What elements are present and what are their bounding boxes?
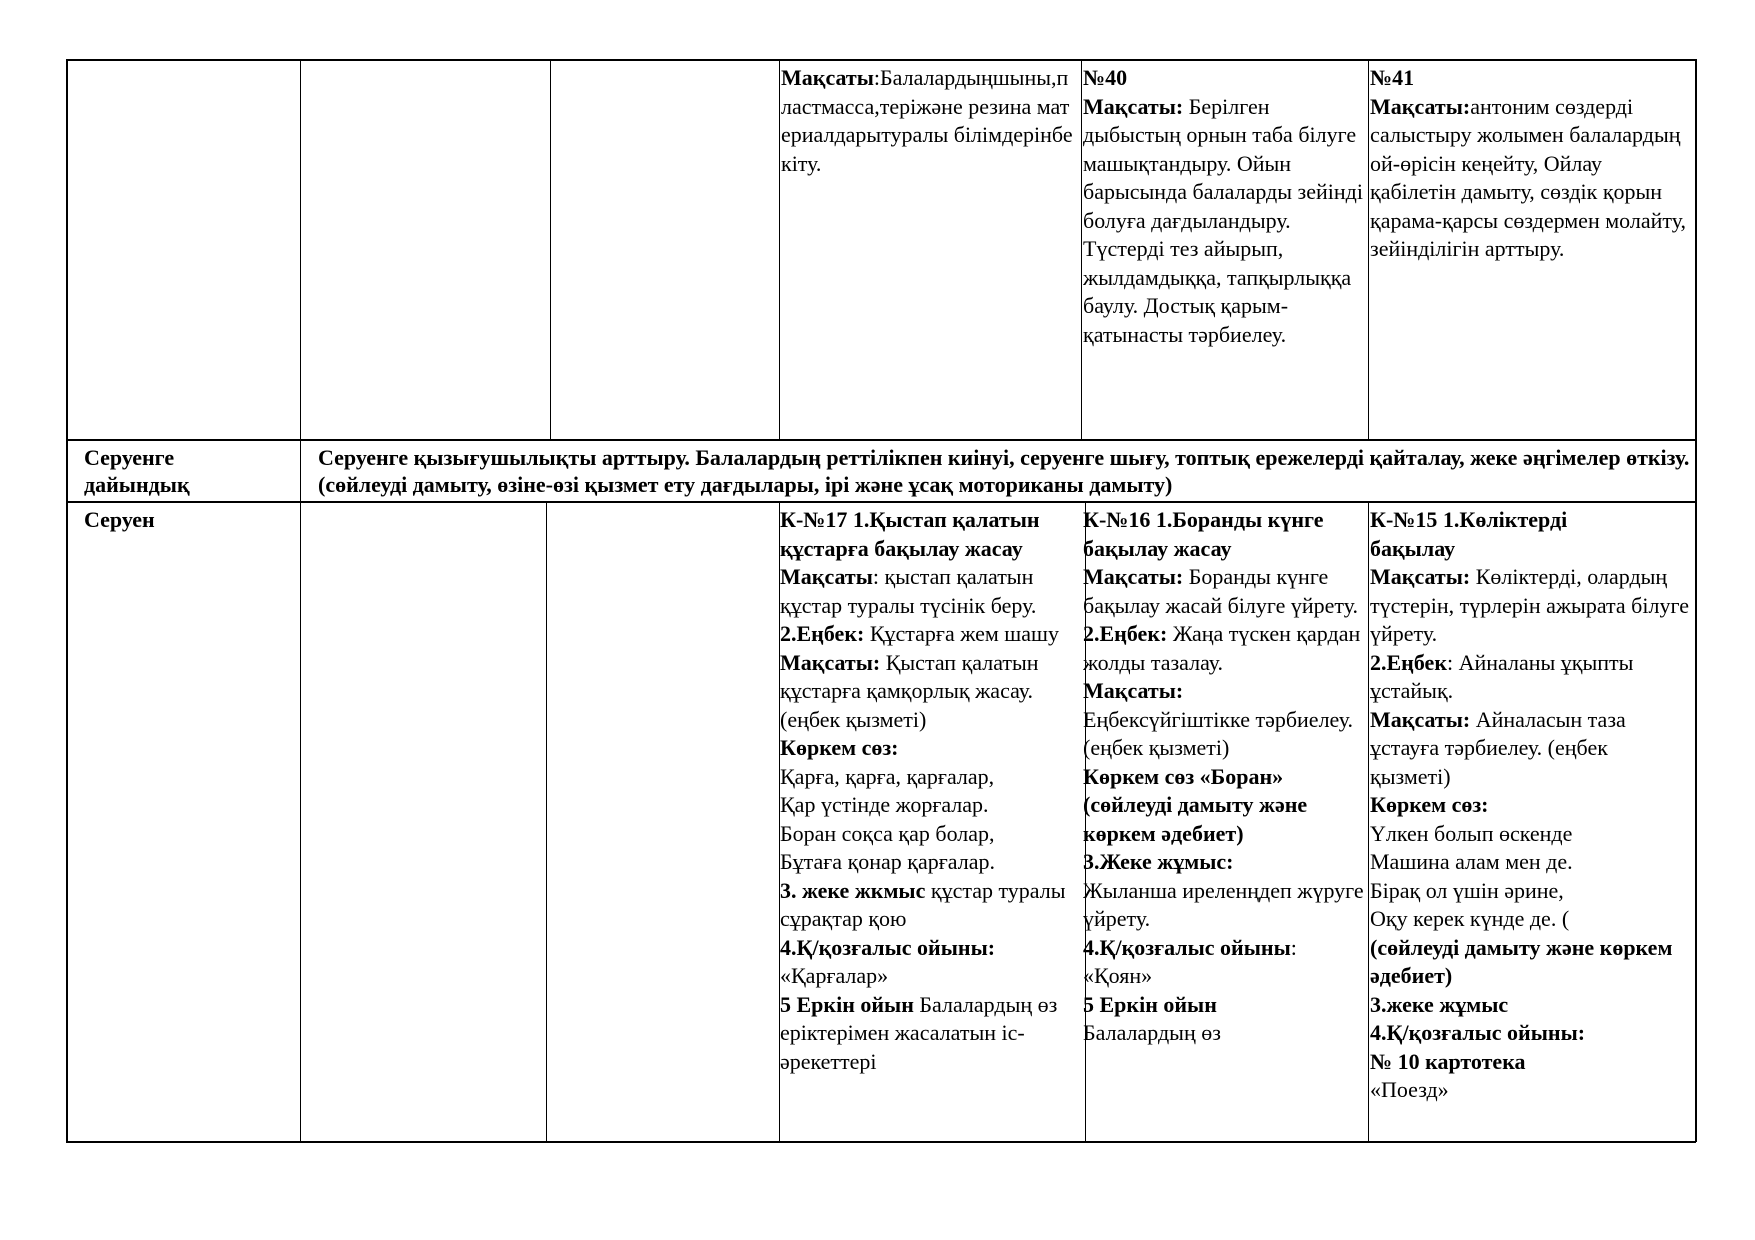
walk-17-work-text: Құстарға жем шашу <box>864 621 1059 646</box>
walk-17-game-label: 4.Қ/қозғалыс ойыны: <box>780 934 996 960</box>
col-divider-2b <box>546 502 547 1142</box>
row1-col5-goal-text: Берілген дыбыстың орнын таба білуге машықтандыру. Ойын барысында балаларды зейінді болуға дағдыландыру. Түстерді тез айырып, жылдамдыққа, тапқырлыққа баулу. Достық қарым-қатынасты тәрбиелеу. <box>1083 93 1363 347</box>
row1-col6-number: №41 <box>1370 65 1415 90</box>
walk-17-poem-line: Боран соқса қар болар, <box>780 820 995 846</box>
row2-text: Серуенге қызығушылықты арттыру. Балалардың реттілікпен киінуі, серуенге шығу, топтық ережелерді қайталау, жеке әңгімелер өткізу. (сөйлеуді дамыту, өзіне-өзі қызмет ету дағдылары, ірі және ұсақ моториканы дамыту) <box>318 445 1690 497</box>
col-divider-3a <box>779 59 780 440</box>
row2-label: Серуенге дайындық <box>84 445 190 497</box>
walk-17-individual-label: 3. жеке жкмыс <box>780 877 926 903</box>
walk-title-15: К-№15 1.Көліктерді бақылау <box>1370 507 1568 561</box>
walk-17-poem-label: Көркем сөз: <box>780 735 899 760</box>
col-divider-4a <box>1081 59 1082 440</box>
walk-16-game-colon: : <box>1290 934 1297 960</box>
walk-16-goal1-text: Боранды күнге бақылау жасай білуге үйрету. <box>1083 564 1359 618</box>
col-divider-2a <box>550 59 551 440</box>
walk-16-goal2-text: Еңбексүйгіштікке тәрбиелеу. <box>1083 706 1354 732</box>
walk-title-17: К-№17 1.Қыстап қалатын құстарға бақылау жасау <box>780 507 1040 561</box>
row3-label: Серуен <box>84 507 155 532</box>
walk-title-16: К-№16 1.Боранды күнге бақылау жасау <box>1083 507 1324 561</box>
walk-17-game-text: «Қарғалар» <box>780 963 889 988</box>
row2-label-cell <box>84 444 234 498</box>
row1-col4-cell <box>781 64 1079 178</box>
walk-15-poem-line: Бірақ ол үшін әрине, <box>1370 877 1564 903</box>
row3-col4-cell <box>780 506 1083 1076</box>
walk-17-free-text: Балалардың өз еріктерімен жасалатын іс-әрекеттері <box>780 991 1058 1074</box>
row1-col4-goal-label: Мақсаты <box>781 65 874 90</box>
walk-15-poem-line: Оқу керек күнде де. ( <box>1370 906 1570 931</box>
walk-15-poem-line: Үлкен болып өскенде <box>1370 820 1573 846</box>
walk-16-goal2-label: Мақсаты: <box>1083 678 1184 703</box>
row1-col6-cell <box>1370 64 1692 264</box>
walk-15-card-label: № 10 картотека <box>1370 1048 1526 1074</box>
table-border-left <box>66 59 68 1142</box>
walk-16-poem-label: Көркем сөз «Боран» (сөйлеуді дамыту және көркем әдебиет) <box>1083 763 1308 846</box>
walk-15-game-label: 4.Қ/қозғалыс ойыны: <box>1370 1020 1586 1045</box>
row1-col5-cell <box>1083 64 1367 349</box>
walk-16-work-label: 2.Еңбек: <box>1083 621 1168 646</box>
row-divider-1 <box>66 439 1696 441</box>
walk-16-individual-text: Жыланша иреленңдеп жүруге үйрету. <box>1083 877 1364 931</box>
walk-15-poem-note: (сөйлеуді дамыту және көркем әдебиет) <box>1370 934 1673 988</box>
row1-col6-goal-label: Мақсаты: <box>1370 93 1471 119</box>
walk-15-work-label: 2.Еңбек <box>1370 649 1447 675</box>
walk-17-poem-line: Қар үстінде жорғалар. <box>780 792 989 817</box>
row1-col6-goal-text: антоним сөздерді салыстыру жолымен балалардың ой-өрісін кеңейту, Ойлау қабілетін дамыту, сөздік қорын қарама-қарсы сөздермен молайту, зейінділігін арттыру. <box>1370 93 1686 261</box>
row2-text-cell <box>318 444 1690 498</box>
walk-15-individual-label: 3.жеке жұмыс <box>1370 991 1509 1017</box>
row1-col4-goal-text: :Балалардыңшыны,пластмасса,теріжәне резина материалдарытуралы білімдерінбекіту. <box>781 65 1073 176</box>
walk-15-goal2-text: Айналасын таза ұстауға тәрбиелеу. (еңбек қызметі) <box>1370 706 1626 789</box>
row3-col6-cell <box>1370 506 1692 1105</box>
walk-17-work-label: 2.Еңбек: <box>780 621 865 646</box>
walk-17-goal1-label: Мақсаты <box>780 564 873 589</box>
col-divider-5a <box>1368 59 1369 440</box>
row1-col5-number: №40 <box>1083 65 1128 90</box>
walk-17-poem-line: Бұтаға қонар қарғалар. <box>780 849 995 874</box>
row1-col5-goal-label: Мақсаты: <box>1083 93 1184 119</box>
walk-15-poem-line: Машина алам мен де. <box>1370 849 1573 874</box>
walk-17-goal2-text: Қыстап қалатын құстарға қамқорлық жасау. (еңбек қызметі) <box>780 649 1039 732</box>
col-divider-1 <box>300 59 301 1142</box>
col-divider-5b <box>1368 502 1369 1142</box>
walk-16-goal2-note: (еңбек қызметі) <box>1083 735 1230 760</box>
walk-16-individual-label: 3.Жеке жұмыс: <box>1083 849 1234 874</box>
walk-16-game-label: 4.Қ/қозғалыс ойыны <box>1083 934 1291 960</box>
walk-17-free-label: 5 Еркін ойын <box>780 991 914 1017</box>
row-divider-2 <box>66 501 1696 503</box>
table-border-bottom <box>66 1141 1696 1143</box>
row3-col5-cell <box>1083 506 1367 1048</box>
walk-17-goal1-text: : қыстап қалатын құстар туралы түсінік беру. <box>780 564 1037 618</box>
walk-15-goal1-text: Көліктерді, олардың түстерін, түрлерін ажырата білуге үйрету. <box>1370 564 1689 646</box>
row3-label-cell <box>84 506 284 535</box>
walk-16-free-text: Балалардың өз <box>1083 1020 1221 1045</box>
walk-16-goal1-label: Мақсаты: <box>1083 564 1184 589</box>
walk-16-game-text: «Қоян» <box>1083 963 1153 988</box>
table-border-right <box>1695 59 1697 1142</box>
walk-17-poem-line: Қарға, қарға, қарғалар, <box>780 763 995 789</box>
walk-15-goal1-label: Мақсаты: <box>1370 564 1471 589</box>
walk-15-poem-label: Көркем сөз: <box>1370 792 1489 817</box>
walk-15-goal2-label: Мақсаты: <box>1370 706 1471 732</box>
walk-17-individual-text: құстар туралы сұрақтар қою <box>780 877 1066 931</box>
table-border-top <box>66 59 1696 61</box>
walk-17-goal2-label: Мақсаты: <box>780 649 881 675</box>
walk-16-work-text: Жаңа түскен қардан жолды тазалау. <box>1083 621 1361 675</box>
walk-15-work-text: : Айналаны ұқыпты ұстайық. <box>1370 649 1634 703</box>
walk-15-game-text: «Поезд» <box>1370 1077 1449 1102</box>
walk-16-free-label: 5 Еркін ойын <box>1083 991 1217 1017</box>
